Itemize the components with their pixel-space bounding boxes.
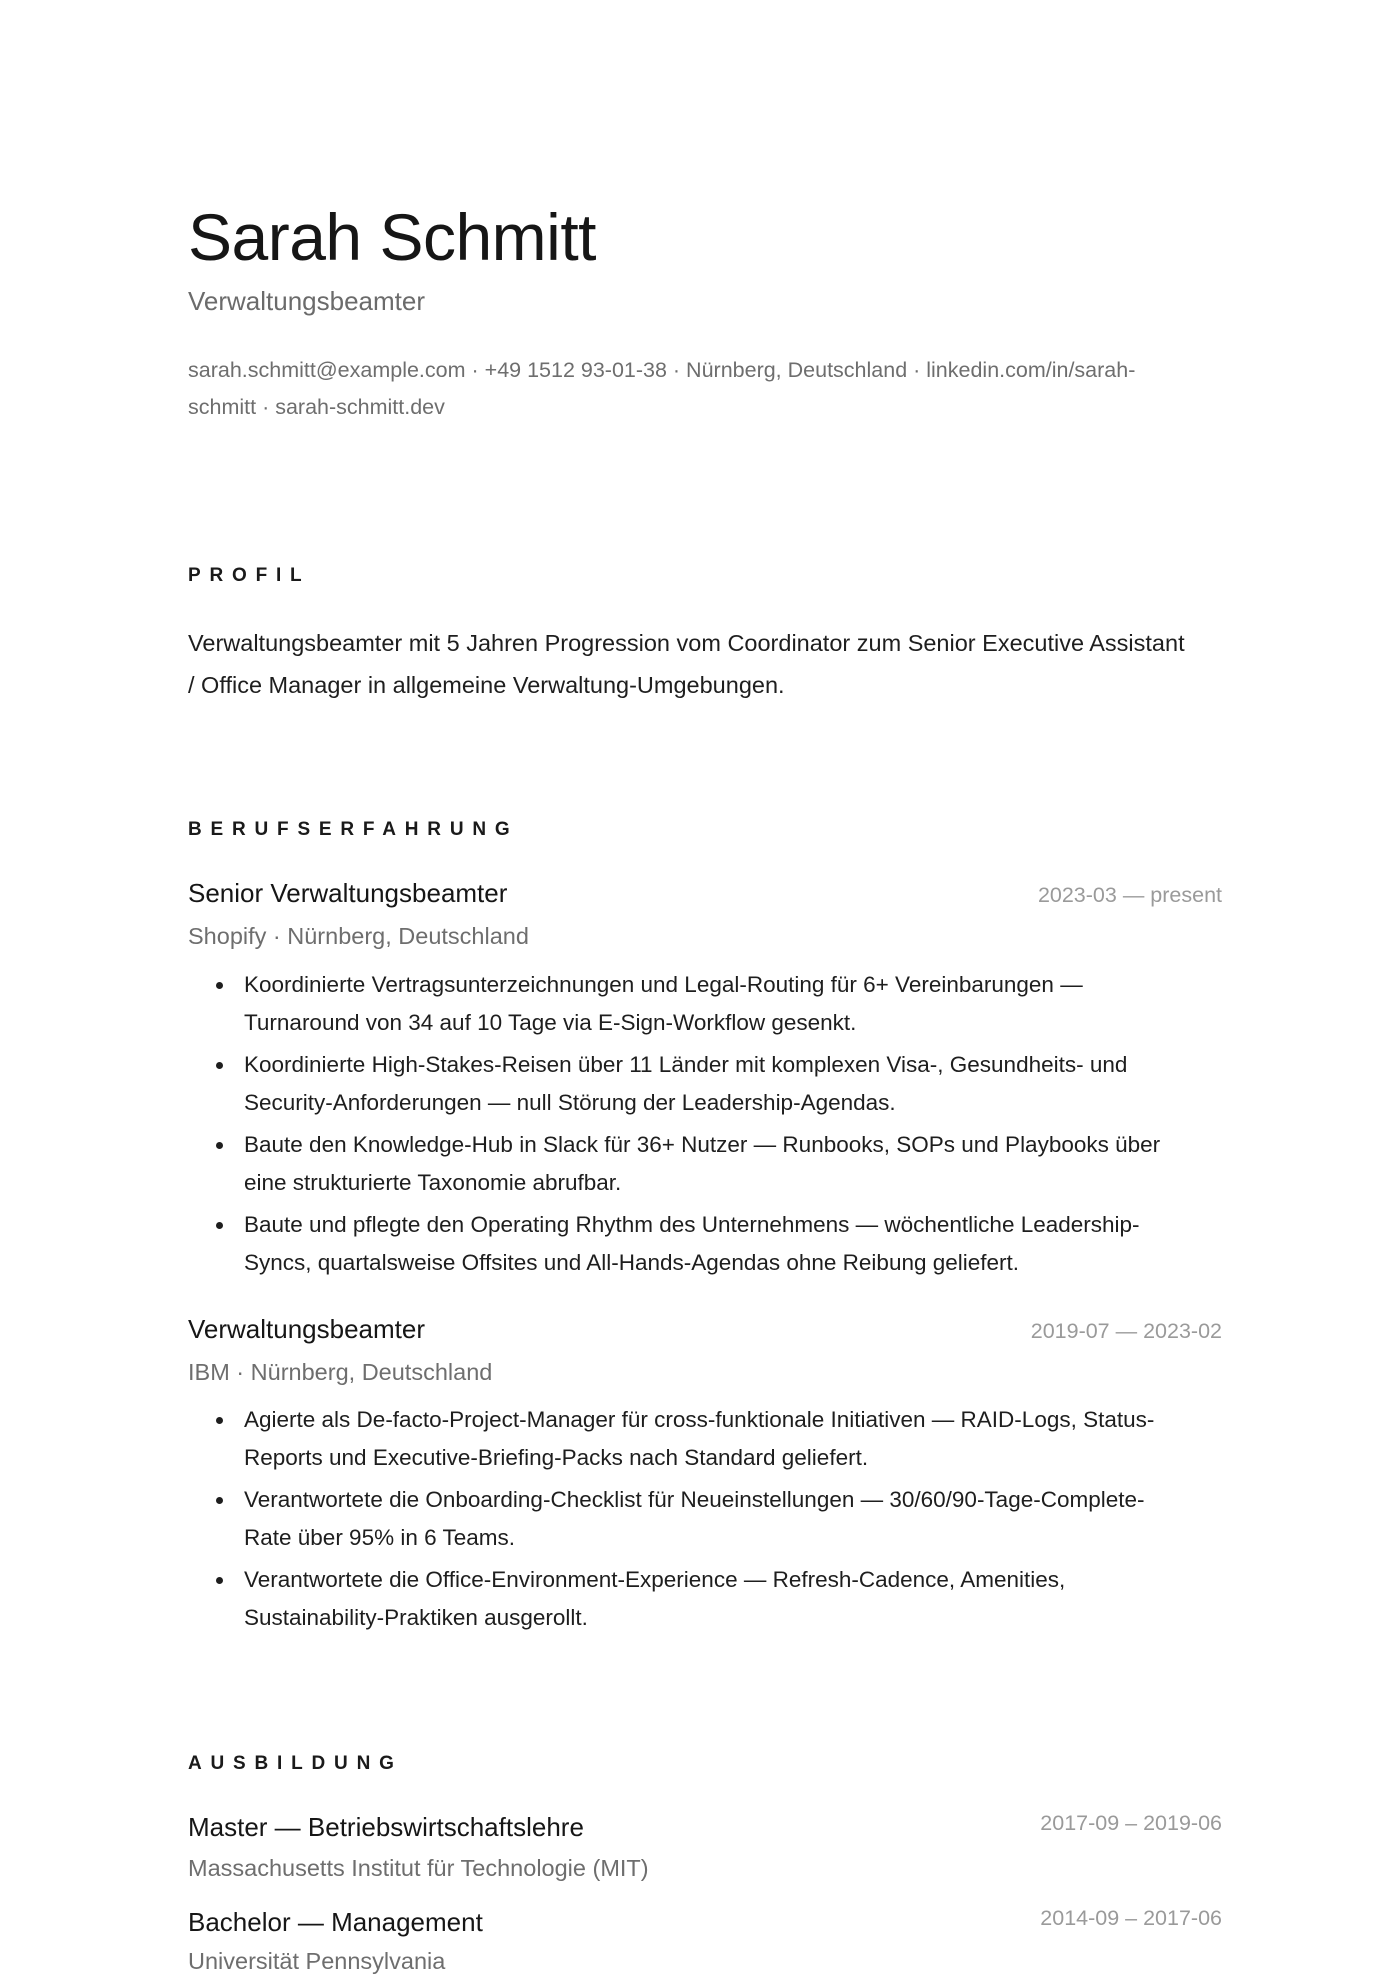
- bullet-dot-icon: [216, 1577, 223, 1584]
- list-item: Verantwortete die Onboarding-Checklist für Neueinstellungen — 30/60/90-Tage-Complete-Rate über 95% in 6 Teams.: [216, 1481, 1191, 1557]
- list-item: Baute den Knowledge-Hub in Slack für 36+ Nutzer — Runbooks, SOPs und Playbooks über eine strukturierte Taxonomie abrufbar.: [216, 1126, 1191, 1202]
- contact-line: sarah.schmitt@example.com · +49 1512 93-01-38 · Nürnberg, Deutschland · linkedin.com/in/sarah-schmitt · sarah-schmitt.dev: [188, 358, 1136, 419]
- degree-dates: 2017-09 – 2019-06: [1040, 1811, 1222, 1835]
- candidate-name: Sarah Schmitt: [188, 200, 596, 274]
- bullet-dot-icon: [216, 1497, 223, 1504]
- job-bullets: [216, 966, 1191, 1286]
- bullet-dot-icon: [216, 1417, 223, 1424]
- job-title: Senior Verwaltungsbeamter: [188, 878, 508, 908]
- bullet-dot-icon: [216, 982, 223, 989]
- job-dates: 2019-07 — 2023-02: [1030, 1319, 1222, 1343]
- section-heading-experience: BERUFSERFAHRUNG: [188, 819, 519, 840]
- job-bullets: [216, 1401, 1191, 1641]
- job-title: Verwaltungsbeamter: [188, 1314, 426, 1344]
- degree-dates: 2014-09 – 2017-06: [1040, 1906, 1222, 1930]
- list-item: Koordinierte High-Stakes-Reisen über 11 Länder mit komplexen Visa-, Gesundheits- und Security-Anforderungen — null Störung der Leadership-Agendas.: [216, 1046, 1191, 1122]
- candidate-title: Verwaltungsbeamter: [188, 286, 426, 316]
- list-item: Verantwortete die Office-Environment-Experience — Refresh-Cadence, Amenities, Sustainability-Praktiken ausgerollt.: [216, 1561, 1191, 1637]
- profile-summary: Verwaltungsbeamter mit 5 Jahren Progression vom Coordinator zum Senior Executive Assistant / Office Manager in allgemeine Verwaltung-Umgebungen.: [188, 630, 1185, 698]
- section-heading-education: AUSBILDUNG: [188, 1753, 403, 1774]
- bullet-dot-icon: [216, 1222, 223, 1229]
- degree-title: Master — Betriebswirtschaftslehre: [188, 1812, 584, 1842]
- job-company: Shopify · Nürnberg, Deutschland: [188, 923, 529, 949]
- job-company: IBM · Nürnberg, Deutschland: [188, 1359, 493, 1385]
- bullet-dot-icon: [216, 1142, 223, 1149]
- list-item: Baute und pflegte den Operating Rhythm des Unternehmens — wöchentliche Leadership-Syncs, quartalsweise Offsites und All-Hands-Agendas ohne Reibung geliefert.: [216, 1206, 1191, 1282]
- section-heading-profile: PROFIL: [188, 565, 311, 586]
- degree-title: Bachelor — Management: [188, 1907, 483, 1937]
- bullet-dot-icon: [216, 1062, 223, 1069]
- school-name: Massachusetts Institut für Technologie (MIT): [188, 1855, 649, 1881]
- list-item: Agierte als De-facto-Project-Manager für cross-funktionale Initiativen — RAID-Logs, Status-Reports und Executive-Briefing-Packs nach Standard geliefert.: [216, 1401, 1191, 1477]
- job-dates: 2023-03 — present: [1037, 883, 1222, 907]
- list-item: Koordinierte Vertragsunterzeichnungen und Legal-Routing für 6+ Vereinbarungen — Turnaround von 34 auf 10 Tage via E-Sign-Workflow gesenkt.: [216, 966, 1191, 1042]
- school-name: Universität Pennsylvania: [188, 1948, 446, 1974]
